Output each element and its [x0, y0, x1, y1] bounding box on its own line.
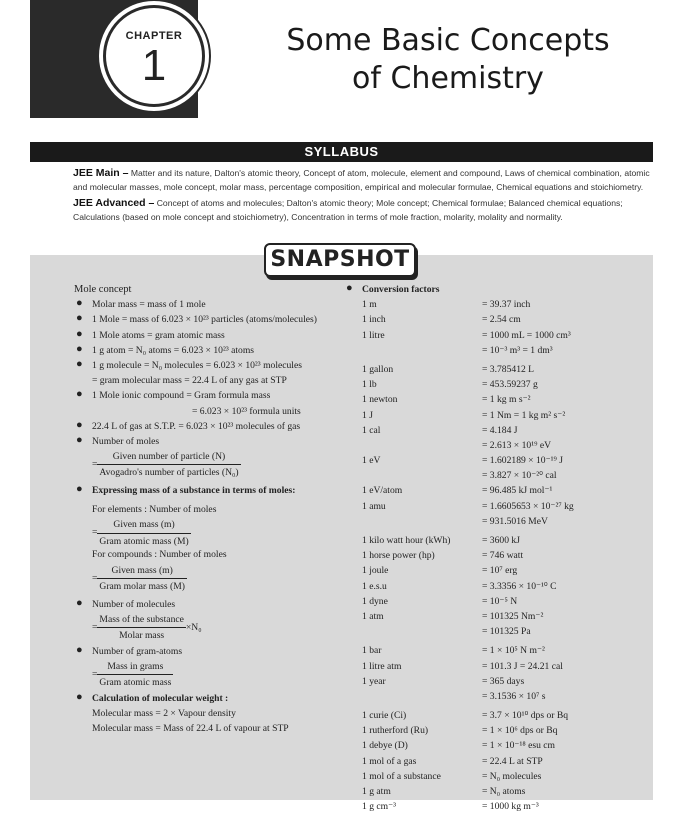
list-item: ● Expressing mass of a substance in terms of moles: [76, 483, 296, 497]
table-row [362, 533, 652, 548]
mole-concept-heading: Mole concept [74, 284, 132, 295]
unit-cell: 1 debye (D) [362, 740, 408, 752]
table-row [362, 563, 652, 578]
list-item: ● 1 Mole = mass of 6.023 × 10²³ particles (atoms/molecules) [76, 312, 317, 326]
snapshot-title: SNAPSHOT [264, 243, 416, 277]
value-cell: = 2.613 × 10¹⁹ eV [482, 439, 552, 451]
table-row [362, 594, 652, 609]
list-item: ● Calculation of molecular weight : [76, 691, 229, 704]
table-row [362, 738, 652, 753]
unit-cell: 1 gallon [362, 363, 394, 375]
value-cell: = 4.184 J [482, 424, 518, 436]
jee-main-text: Matter and its nature, Dalton's atomic theory, Concept of atom, molecule, element and compound, Laws of chemical combination, atomic and molecular masses, mole concept, molar mass, percentage composition, empirical and molecular formulae, Chemical equations and stoichiometry. [73, 168, 650, 192]
molecules-formula: = $\frac{\text{Mass of the substance}}{\text{Molar mass}}$ ×N₀ [92, 613, 202, 642]
value-cell: = 1 × 10⁶ dps or Bq [482, 725, 558, 737]
list-item: ● 1 g molecule = N₀ molecules = 6.023 × 10²³ molecules [76, 357, 302, 371]
conversion-heading: ● Conversion factors [346, 282, 440, 295]
list-item-continuation: = 6.023 × 10²³ formula units [192, 405, 301, 417]
list-item: ● Number of molecules [76, 596, 176, 610]
table-row [362, 708, 652, 723]
value-cell: = 1 Nm = 1 kg m² s⁻² [482, 409, 566, 421]
molecular-weight-2: Molecular mass = Mass of 22.4 L of vapour at STP [92, 723, 289, 735]
chapter-badge [103, 5, 205, 107]
unit-cell: 1 mol of a gas [362, 755, 417, 767]
unit-cell: 1 atm [362, 610, 384, 622]
moles-formula: = $\frac{\text{Given number of particle (N)}}{\text{Avogadro's number of particles (N₀)}}$ [92, 451, 239, 479]
table-row [362, 362, 652, 377]
value-cell: = 10⁷ erg [482, 565, 518, 577]
value-cell: = 2.54 cm [482, 314, 521, 326]
conversion-factors-column [346, 282, 652, 814]
table-row [362, 408, 652, 423]
value-cell: = 101.3 J = 24.21 cal [482, 660, 563, 672]
unit-cell: 1 J [362, 409, 373, 421]
value-cell: = 101325 Pa [482, 626, 531, 638]
unit-cell: 1 lb [362, 379, 377, 391]
title-line-2: of Chemistry [352, 61, 544, 96]
value-cell: = 96.485 kJ mol⁻¹ [482, 485, 553, 497]
value-cell: = 3600 kJ [482, 535, 520, 546]
table-row [362, 423, 652, 438]
jee-advanced-text: Concept of atoms and molecules; Dalton's atomic theory; Mole concept; Chemical formulae; Balanced chemical equations; Calculations (based on mole concept and stoichiometry), Concentration in terms of mole fraction, molarity, molality and normality. [73, 198, 623, 222]
list-item: ● Number of gram-atoms [76, 643, 183, 657]
elements-label: For elements : Number of moles [92, 504, 217, 516]
chapter-number: 1 [141, 41, 167, 90]
value-cell: = 1.602189 × 10⁻¹⁹ J [482, 455, 564, 467]
list-item: ● 1 Mole atoms = gram atomic mass [76, 327, 225, 341]
value-cell: = 3.3356 × 10⁻¹⁰ C [482, 580, 557, 592]
unit-cell: 1 mol of a substance [362, 770, 441, 782]
value-cell: = N₀ atoms [482, 786, 526, 797]
syllabus-heading: SYLLABUS [30, 142, 653, 162]
list-item-continuation: = gram molecular mass = 22.4 L of any gas at STP [92, 375, 287, 387]
value-cell: = 1.6605653 × 10⁻²⁷ kg [482, 500, 574, 512]
table-row [362, 609, 652, 624]
unit-cell: 1 rutherford (Ru) [362, 725, 429, 737]
value-cell: = 3.7 × 10¹⁰ dps or Bq [482, 710, 569, 722]
table-row [362, 343, 652, 358]
chapter-label: CHAPTER [125, 30, 183, 42]
unit-cell: 1 e.s.u [362, 580, 387, 592]
value-cell: = 22.4 L at STP [482, 755, 543, 767]
unit-cell: 1 m [362, 299, 377, 311]
value-cell: = 365 days [482, 675, 525, 687]
unit-cell: 1 amu [362, 500, 386, 512]
table-row [362, 579, 652, 594]
unit-cell: 1 horse power (hp) [362, 550, 435, 562]
list-item: ● 1 Mole ionic compound = Gram formula mass [76, 388, 271, 402]
value-cell: = 1000 mL = 1000 cm³ [482, 329, 571, 341]
title-line-1: Some Basic Concepts [286, 23, 610, 58]
unit-cell: 1 inch [362, 314, 386, 326]
table-row [362, 784, 652, 799]
unit-cell: 1 joule [362, 565, 389, 577]
value-cell: = 3.1536 × 10⁷ s [482, 690, 546, 702]
table-row [362, 514, 652, 529]
table-row [362, 674, 652, 689]
jee-main-label: JEE Main – [73, 167, 129, 179]
list-item: ● 1 g atom = N₀ atoms = 6.023 × 10²³ atoms [76, 342, 255, 356]
mole-concept-column [74, 282, 344, 737]
unit-cell: 1 bar [362, 645, 382, 657]
table-row [362, 723, 652, 738]
table-row [362, 453, 652, 468]
table-row [362, 328, 652, 343]
conversion-table [362, 297, 652, 814]
unit-cell: 1 newton [362, 394, 398, 406]
table-row [362, 499, 652, 514]
unit-cell: 1 litre [362, 329, 385, 341]
list-item: ● Number of moles [76, 433, 160, 447]
elements-formula: = $\frac{\text{Given mass (m)}}{\text{Gram atomic mass (M)}}$ [92, 519, 189, 547]
table-row [362, 799, 652, 814]
unit-cell: 1 g cm⁻³ [362, 801, 397, 813]
value-cell: = 1 × 10⁻¹⁸ esu cm [482, 740, 555, 752]
table-row [362, 769, 652, 784]
table-row [362, 643, 652, 658]
page-title [228, 22, 668, 98]
jee-advanced-label: JEE Advanced – [73, 197, 155, 209]
table-row [362, 297, 652, 312]
value-cell: = 453.59237 g [482, 379, 538, 391]
table-row [362, 312, 652, 327]
unit-cell: 1 eV/atom [362, 485, 403, 497]
unit-cell: 1 eV [362, 455, 381, 467]
value-cell: = 3.785412 L [482, 363, 535, 375]
unit-cell: 1 kilo watt hour (kWh) [362, 535, 451, 546]
gram-atoms-formula: = $\frac{\text{Mass in grams}}{\text{Gram atomic mass}}$ [92, 661, 172, 689]
table-row [362, 392, 652, 407]
table-row [362, 438, 652, 453]
table-row [362, 377, 652, 392]
value-cell: = 101325 Nm⁻² [482, 610, 544, 622]
table-row [362, 548, 652, 563]
value-cell: = 39.37 inch [482, 299, 531, 311]
value-cell: = 1 × 10⁵ N m⁻² [482, 645, 545, 657]
value-cell: = 1000 kg m⁻³ [482, 801, 539, 813]
unit-cell: 1 year [362, 675, 386, 687]
value-cell: = 10⁻⁵ N [482, 595, 518, 607]
table-row [362, 468, 652, 483]
value-cell: = 746 watt [482, 550, 524, 562]
compounds-formula: = $\frac{\text{Given mass (m)}}{\text{Gram molar mass (M)}}$ [92, 564, 185, 592]
unit-cell: 1 g atm [362, 786, 391, 797]
list-item: ● Molar mass = mass of 1 mole [76, 297, 206, 311]
syllabus-jee-advanced [73, 196, 653, 224]
molecular-weight-1: Molecular mass = 2 × Vapour density [92, 708, 236, 720]
value-cell: = 931.5016 MeV [482, 515, 548, 527]
unit-cell: 1 cal [362, 424, 381, 436]
list-item: ● 22.4 L of gas at S.T.P. = 6.023 × 10²³ molecules of gas [76, 418, 301, 432]
unit-cell: 1 litre atm [362, 660, 402, 672]
table-row [362, 624, 652, 639]
unit-cell: 1 curie (Ci) [362, 710, 407, 722]
table-row [362, 483, 652, 498]
unit-cell: 1 dyne [362, 595, 388, 607]
value-cell: = N₀ molecules [482, 770, 542, 782]
value-cell: = 3.827 × 10⁻²⁰ cal [482, 470, 557, 482]
table-row [362, 659, 652, 674]
value-cell: = 10⁻³ m³ = 1 dm³ [482, 344, 553, 356]
compounds-label: For compounds : Number of moles [92, 549, 227, 561]
table-row [362, 689, 652, 704]
table-row [362, 754, 652, 769]
syllabus-jee-main [73, 166, 653, 194]
value-cell: = 1 kg m s⁻² [482, 394, 531, 406]
